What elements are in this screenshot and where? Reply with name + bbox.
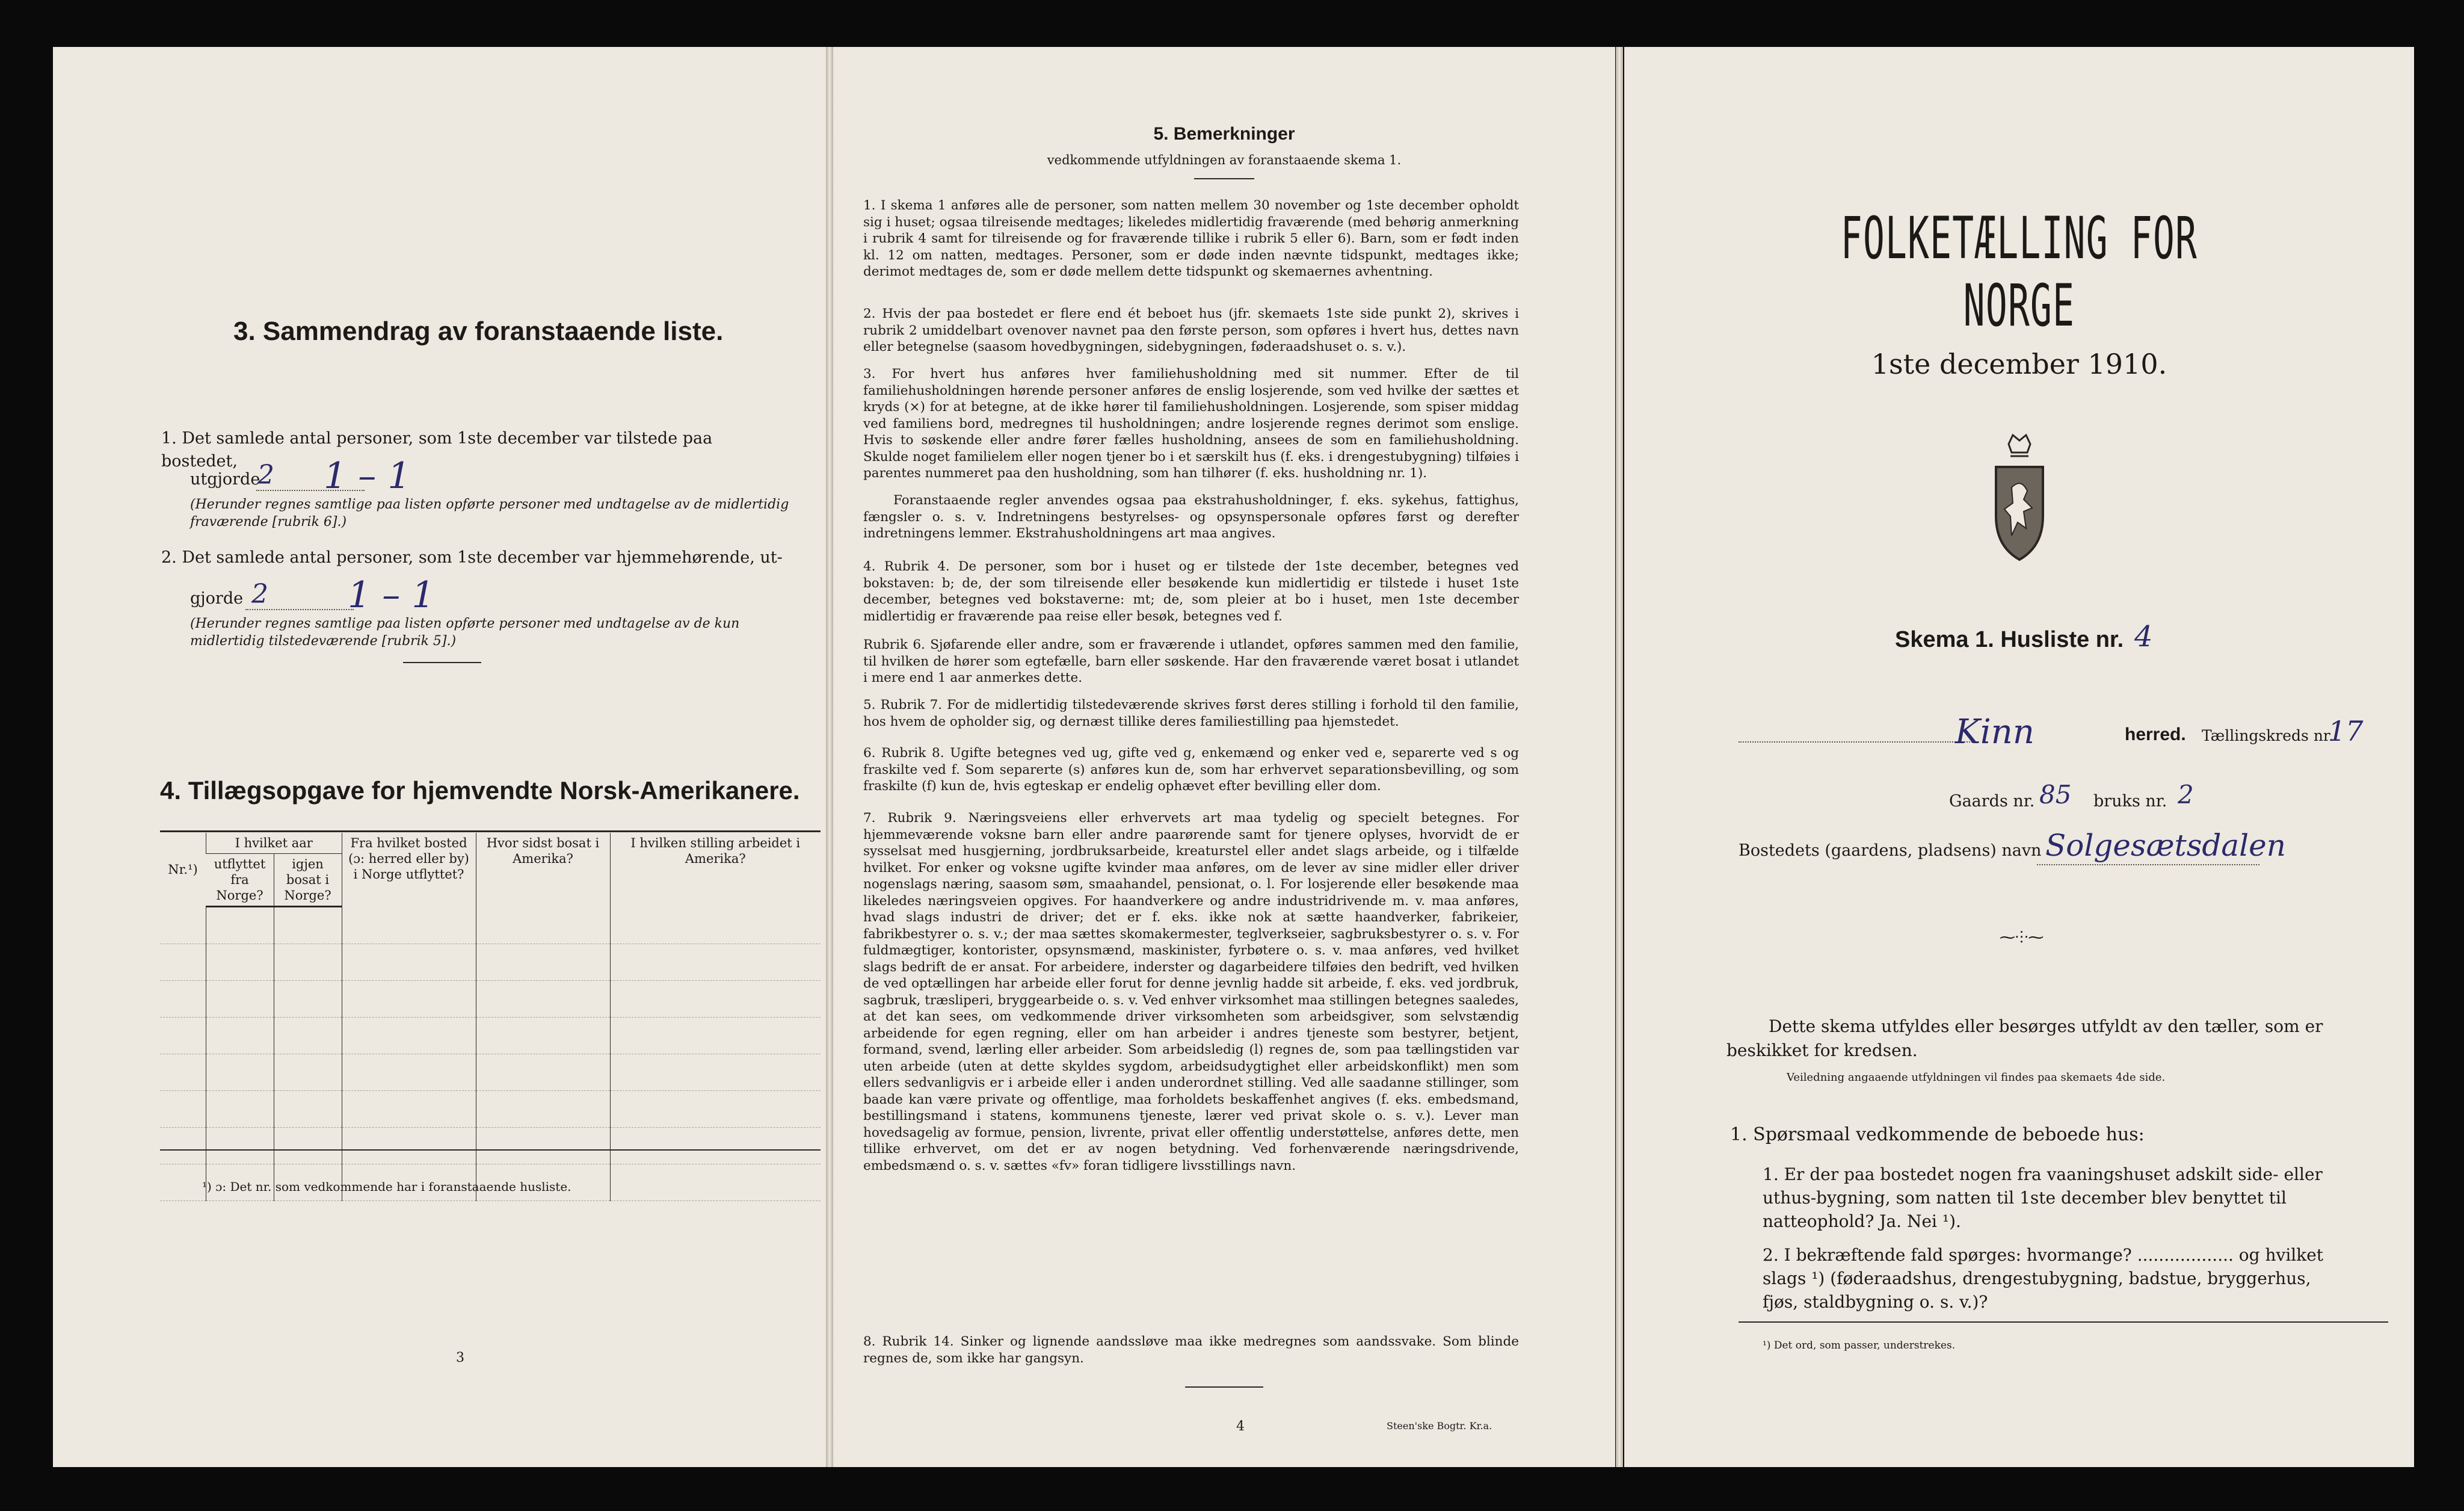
col-group-year: I hvilket aar [206, 833, 342, 854]
remark-item-5: 5. Rubrik 7. For de midlertidig tilstedeværende skrives først deres stilling i forhold til den familie, hos hvem de opholder sig, og dernæst tillike deres familiestilling paa hjemstedet. [863, 697, 1519, 729]
table-row [160, 981, 821, 1018]
left-page [53, 47, 826, 1467]
page-number: 3 [456, 1350, 464, 1365]
remark-item-2: 2. Hvis der paa bostedet er flere end ét beboet hus (jfr. skemaets 1ste side punkt 2), skrives i rubrik 2 umiddelbart ovenover navnet paa den første person, som opføres i hvert hus, dettes navn eller betegnelse (saasom hovedbygningen, sidebygningen, føderaadshuset o. s. v.). [863, 306, 1519, 354]
herred-label: herred. [2125, 725, 2186, 744]
herred-field [1739, 741, 1979, 743]
col-america-residence: Hvor sidst bosat i Amerika? [476, 833, 610, 907]
remark-item-3: 3. For hvert hus anføres hver familiehusholdning med sit nummer. Efter de til familiehusholdningen hørende personer anføres de enslig losjerende, som ved hvilke der sættes et kryds (×) for at betegne, at de ikke hører til familiehusholdningen. Losjerende, som spiser middag ved familiens bord, medregnes til husholdningen; andre losjerende regnes derimot som enslige. Hvis to søskende eller andre fører fælles husholdning, ansees de som en familiehusholdning. Skulde noget familielem eller nogen tjener bo i et særskilt hus (f. eks. i drengestubygning) tilføies i parentes nummeret paa den husholdning, som han tilhører (f. eks. husholdning nr. 1). [863, 366, 1519, 481]
summary-item-2-prefix: gjorde [190, 589, 244, 608]
summary-item-1-prefix: utgjorde [190, 470, 260, 489]
gaards-label: Gaards nr. [1949, 792, 2035, 811]
remark-item-1: 1. I skema 1 anføres alle de personer, som natten mellem 30 november og 1ste december opholdt sig i huset; ogsaa tilreisende medtages; likeledes midlertidig fraværende (med behørig anmerkning i rubrik 4 samt for tilreisende og for fraværende tillike i rubrik 5 eller 6). Barn, som er født inden kl. 12 om natten, medtages. Personer, som er døde inden nævnte tidspunkt, medtages ikke; derimot medtages de, som er døde mellem dette tidspunkt og skemaernes avhentning. [863, 198, 1519, 279]
summary-item-2-value: 2 [251, 579, 268, 610]
table-top-rule [160, 830, 821, 832]
right-page [1624, 47, 2414, 1467]
summary-item-2-hand: 1 – 1 [348, 574, 435, 616]
summary-item-2-dotted-line [245, 609, 354, 610]
col-returned: igjen bosat i Norge? [274, 854, 342, 907]
remark-item-4: 4. Rubrik 4. De personer, som bor i huset og er tilstede der 1ste december, betegnes ved bokstaven: b; de, der som tilreisende eller besøkende kun midlertidig er tilstede i huset 1ste december, betegnes ved bokstaverne: mt; de, som pleier at bo i huset, men 1ste december midlertidig er fraværende paa reise eller besøk, betegnes ved f. [863, 559, 1519, 624]
intro-text: Dette skema utfyldes eller besørges utfyldt av den tæller, som er beskikket for kredsen. [1726, 1016, 2323, 1060]
census-date: 1ste december 1910. [1871, 348, 2167, 380]
summary-item-1: 1. Det samlede antal personer, som 1ste december var tilstede paa bostedet, [161, 429, 713, 471]
herred-value: Kinn [1955, 712, 2034, 752]
printer-mark: Steen'ske Bogtr. Kr.a. [1387, 1420, 1492, 1432]
remarks-end-rule [1185, 1386, 1263, 1388]
schema-number: 4 [2134, 620, 2153, 654]
bosted-label: Bostedets (gaardens, pladsens) navn [1739, 841, 2042, 860]
question-2: 2. I bekræftende fald spørges: hvormange? .................. og hvilket slags ¹) (føderaadshus, drengestubygning, badstue, bryggerhus, fjøs, staldbygning o. s. v.)? [1763, 1245, 2324, 1312]
table-row [160, 907, 821, 944]
right-footnote: ¹) Det ord, som passer, understrekes. [1763, 1340, 1956, 1352]
footnote-rule [1739, 1321, 2388, 1323]
col-america-occupation: I hvilken stilling arbeidet i Amerika? [610, 833, 821, 907]
summary-item-1-dotted-line [256, 490, 365, 491]
bruks-label: bruks nr. [2093, 792, 2167, 811]
table-footnote: ¹) ɔ: Det nr. som vedkommende har i foranstaaende husliste. [202, 1179, 571, 1194]
table-row [160, 1091, 821, 1128]
question-1: 1. Er der paa bostedet nogen fra vaaningshuset adskilt side- eller uthus-bygning, som natten til 1ste december blev benyttet til natteophold? Ja. Nei ¹). [1763, 1164, 2323, 1231]
intro-note: Veiledning angaaende utfyldningen vil findes paa skemaets 4de side. [1787, 1071, 2166, 1084]
summary-item-1-hand: 1 – 1 [324, 455, 411, 497]
table-row [160, 1128, 821, 1164]
page-number: 4 [1236, 1419, 1245, 1434]
ornament-divider: ⁓⸭⁓ [2000, 929, 2044, 947]
questions-heading: 1. Spørsmaal vedkommende de beboede hus: [1730, 1124, 2145, 1145]
bosted-field [2037, 864, 2259, 865]
remark-item-4b: Rubrik 6. Sjøfarende eller andre, som er fraværende i utlandet, opføres sammen med den familie, til hvilken de hører som egtefælle, barn eller søskende. Har den fraværende været bosat i utlandet i mere end 1 aar anmerkes dette. [863, 637, 1519, 685]
summary-item-1-value: 2 [257, 460, 274, 490]
table-row [160, 944, 821, 981]
summary-item-1-note: (Herunder regnes samtlige paa listen opførte personer med undtagelse av de midlertidig fraværende [rubrik 6].) [190, 497, 789, 530]
col-emigrated: utflyttet fra Norge? [206, 854, 274, 907]
col-nr: Nr.¹) [168, 862, 198, 877]
remarks-title: 5. Bemerkninger [1153, 124, 1295, 144]
norsk-amerikanere-table [160, 833, 821, 1201]
schema-label: Skema 1. Husliste nr. [1895, 627, 2124, 652]
krets-number: 17 [2328, 715, 2364, 747]
coat-of-arms-icon [1988, 432, 2051, 564]
remark-item-6: 6. Rubrik 8. Ugifte betegnes ved ug, gifte ved g, enkemænd og enker ved e, separerte ved s og fraskilte ved f. Som separerte (s) anføres kun de, som har erhvervet separationsbevilling, og som fraskilte (f) kun de, hvis egteskap er endelig ophævet efter bevilling eller dom. [863, 746, 1519, 794]
remark-item-8: 8. Rubrik 14. Sinker og lignende aandssløve maa ikke medregnes som aandssvake. Som blinde regnes de, som ikke har gangsyn. [863, 1334, 1519, 1366]
summary-item-2-note: (Herunder regnes samtlige paa listen opførte personer med undtagelse av de kun midlertidig tilstedeværende [rubrik 5].) [190, 616, 740, 649]
page-spine [826, 47, 833, 1467]
section-4-title: 4. Tillægsopgave for hjemvendte Norsk-Amerikanere. [160, 776, 800, 805]
document-title: FOLKETÆLLING FOR NORGE [1840, 205, 2198, 339]
remarks-subtitle: vedkommende utfyldningen av foranstaaende skema 1. [1047, 153, 1402, 167]
section-divider [403, 662, 481, 663]
table-row [160, 1054, 821, 1091]
remark-item-7: 7. Rubrik 9. Næringsveiens eller erhvervets art maa tydelig og specielt betegnes. For hjemmeværende voksne barn eller andre paarørende samt for tjenere oplyses, hvorvidt de er sysselsat med husgjerning, jordbruksarbeide, kreaturstel eller andet slags arbeide, og i tilfælde hvilket. For enker og voksne ugifte kvinder maa anføres, om de lever av sine midler eller driver nogenslags næring, saasom søm, smaahandel, pensionat, o. l. For losjerende eller besøkende maa likeledes næringsveien opgives. For haandverkere og andre industridrivende m. v. maa anføres, hvad slags industri de driver; det er f. eks. ikke nok at sætte haandverker, fabrikeier, fabrikbestyrer o. s. v.; der maa sættes skomakermester, teglverkseier, sagbruksbestyrer o. s. v. For fuldmægtiger, kontorister, opsynsmænd, maskinister, fyrbøtere o. s. v. maa anføres, ved hvilket slags bedrift de er ansat. For arbeidere, inderster og dagarbeidere tilføies den bedrift, ved hvilken de ved optællingen har arbeide eller forut for denne jevnlig hadde sit arbeide, f. eks. ved jordbruk, sagbruk, træsliperi, bryggearbeide o. s. v. Ved enhver virksomhet maa stillingen betegnes saaledes, at det kan sees, om vedkommende driver virksomheten som arbeidsgiver, som selvstændig arbeidende for egen regning, eller om han arbeider i andres tjeneste som bestyrer, betjent, formand, svend, lærling eller arbeider. Som arbeidsledig (l) regnes de, som paa tællingstiden var uten arbeide (uten at dette skyldes sygdom, arbeidsudygtighet eller arbeidskonflikt) men som ellers sedvanligvis er i arbeide eller i anden underordnet stilling. Ved alle saadanne stillinger, som baade kan være private og offentlige, maa forholdets beskaffenhet angives (f. eks. embedsmand, bestillingsmand i statens, kommunens tjeneste, lærer ved privat skole o. s. v.). Lever man hovedsagelig av formue, pension, livrente, privat eller offentlig understøttelse, anføres dette, men tillike erhvervet, om det er av nogen betydning. Ved forhenværende næringsdrivende, embedsmænd o. s. v. sættes «fv» foran tidligere livsstillings navn. [863, 811, 1519, 1173]
section-3-title: 3. Sammendrag av foranstaaende liste. [233, 317, 724, 346]
bruks-number: 2 [2178, 780, 2194, 809]
gaards-number: 85 [2039, 780, 2072, 809]
table-row [160, 1018, 821, 1054]
remarks-divider [1194, 178, 1254, 179]
bosted-value: Solgesætsdalen [2045, 828, 2286, 863]
krets-label: Tællingskreds nr. [2202, 727, 2334, 744]
middle-page [833, 47, 1615, 1467]
table-bottom-rule [160, 1149, 821, 1151]
summary-item-2: 2. Det samlede antal personer, som 1ste december var hjemmehørende, ut- [161, 548, 783, 567]
page-spine [1616, 47, 1623, 1467]
col-from-place: Fra hvilket bosted (ɔ: herred eller by) i Norge utflyttet? [342, 833, 476, 907]
remark-item-3b: Foranstaaende regler anvendes ogsaa paa ekstrahusholdninger, f. eks. sykehus, fattighus, fængsler o. s. v. Indretningens bestyrelses- og opsynspersonale opføres først og derefter indretningens lemmer. Ekstrahusholdningens art maa angives. [863, 493, 1519, 541]
